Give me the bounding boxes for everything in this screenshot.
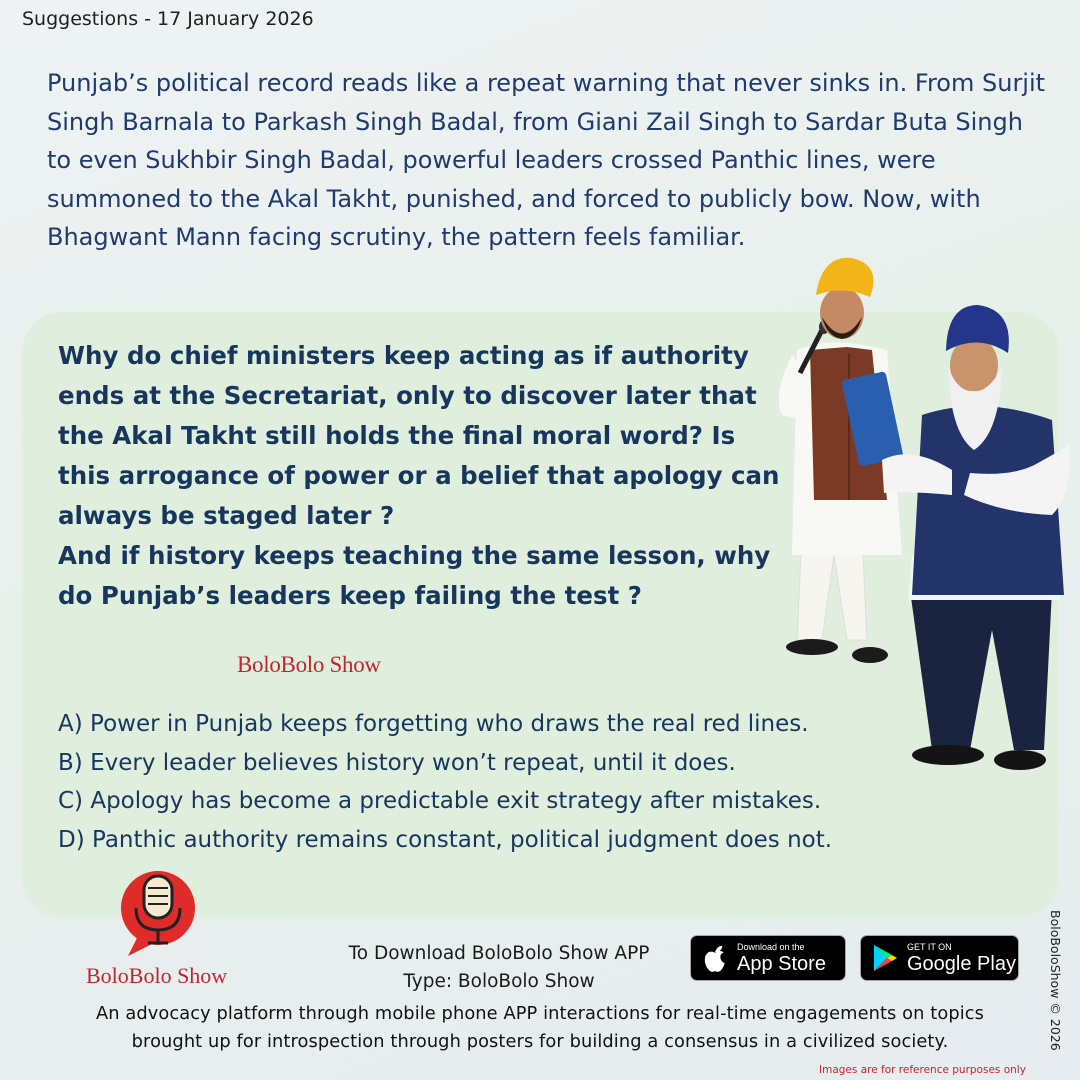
question-line: And if history keeps teaching the same lesson, why (58, 541, 771, 570)
question-line: ends at the Secretariat, only to discover later that (58, 381, 757, 410)
politicians-illustration (752, 255, 1072, 775)
download-type-line: Type: BoloBolo Show (403, 971, 595, 992)
microphone-icon (118, 868, 200, 958)
intro-paragraph: Punjab’s political record reads like a repeat warning that never sinks in. From Surjit Singh Barnala to Parkash Singh Badal, from Giani Zail Singh to Sardar Buta Singh to even Sukhbir Singh Badal, powerful leaders crossed Panthic lines, were summoned to the Akal Takht, punished, and forced to publicly bow. Now, with Bhagwant Mann facing scrutiny, the pattern feels familiar. (47, 69, 1046, 251)
google-play-badge[interactable] (860, 935, 1019, 981)
google-play-small-label: GET IT ON (907, 941, 952, 952)
right-figure (882, 305, 1070, 770)
option-c[interactable]: C) Apology has become a predictable exit strategy after mistakes. (58, 788, 822, 814)
question-line: this arrogance of power or a belief that apology can (58, 461, 780, 490)
question-line: Why do chief ministers keep acting as if authority (58, 341, 749, 370)
download-instructions (334, 940, 664, 996)
tagline-line: An advocacy platform through mobile phone APP interactions for real-time engagements on topics (95, 1003, 984, 1024)
header-date: Suggestions - 17 January 2026 (22, 8, 314, 30)
download-line: To Download BoloBolo Show APP (348, 943, 650, 964)
app-store-badge[interactable] (690, 935, 846, 981)
bolobolo-wordmark: BoloBolo Show (237, 652, 381, 677)
google-play-label: Google Play (907, 952, 1016, 975)
platform-tagline (30, 1000, 1050, 1056)
app-store-small-label: Download on the (737, 941, 805, 952)
question-line: do Punjab’s leaders keep failing the test ? (58, 581, 643, 610)
google-play-icon (871, 943, 899, 973)
apple-icon (701, 943, 729, 973)
footer-wordmark: BoloBolo Show (86, 963, 228, 988)
option-d[interactable]: D) Panthic authority remains constant, political judgment does not. (58, 826, 833, 853)
option-a[interactable]: A) Power in Punjab keeps forgetting who draws the real red lines. (58, 711, 809, 737)
image-disclaimer: Images are for reference purposes only (819, 1064, 1026, 1076)
question-line: always be staged later ? (58, 501, 395, 530)
copyright-notice: BoloBoloShow © 2026 (1048, 910, 1063, 1051)
option-b[interactable]: B) Every leader believes history won’t repeat, until it does. (58, 749, 736, 776)
tagline-line: brought up for introspection through posters for building a consensus in a civilized society. (131, 1031, 949, 1052)
app-store-label: App Store (737, 952, 826, 975)
question-text (58, 336, 788, 616)
question-line: the Akal Takht still holds the final moral word? Is (58, 421, 736, 450)
